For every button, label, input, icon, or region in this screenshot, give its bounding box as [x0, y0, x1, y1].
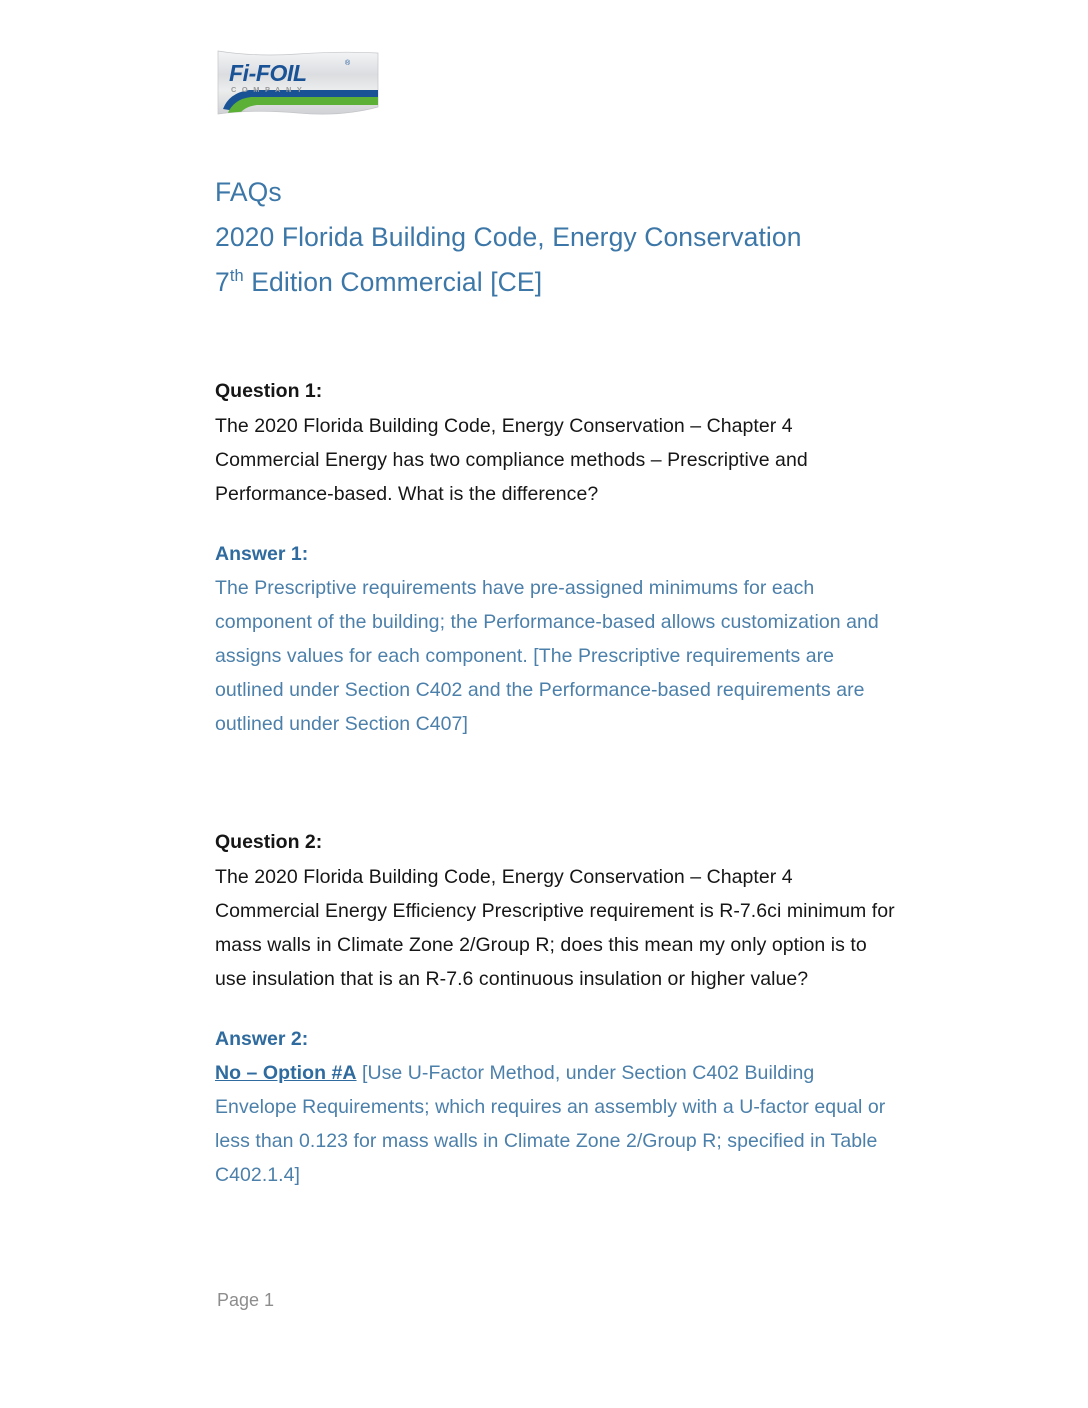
qa-block-2 — [215, 829, 895, 1192]
question-1-label: Question 1: — [215, 380, 323, 402]
answer-1-body: The Prescriptive requirements have pre-assigned minimums for each component of the building; the Performance-based allows customization and assigns values for each component. [The Prescriptive requirements are outlined under Section C402 and the Performance-based requirements are outlined under Section C407] — [215, 577, 879, 735]
logo-graphic — [215, 47, 381, 119]
title-line-faqs: FAQs — [215, 177, 282, 207]
logo-brand-text: Fi-FOIL — [229, 60, 307, 86]
page-number-label: Page 1 — [217, 1290, 275, 1310]
answer-2-emphasis: No – Option #A — [215, 1062, 357, 1084]
answer-2-label: Answer 2: — [215, 1028, 309, 1050]
answer-1-text — [215, 571, 895, 741]
page-title — [215, 170, 895, 305]
title-edition-suffix-sup: th — [229, 267, 244, 286]
answer-2-body: [Use U-Factor Method, under Section C402 Building Envelope Requirements; which requires an assembly with a U-factor equal or less than 0.123 for mass walls in Climate Zone 2/Group R; specified in Table C402.1.4] — [215, 1062, 886, 1186]
answer-1-label: Answer 1: — [215, 543, 309, 565]
title-line-edition — [215, 260, 895, 305]
fi-foil-company-logo — [215, 47, 381, 119]
title-line-code: 2020 Florida Building Code, Energy Conservation — [215, 222, 802, 252]
logo-trademark: ® — [345, 60, 351, 67]
question-2-text: The 2020 Florida Building Code, Energy Conservation – Chapter 4 Commercial Energy Efficiency Prescriptive requirement is R-7.6ci minimum for mass walls in Climate Zone 2/Group R; does this mean my only option is to use insulation that is an R-7.6 continuous insulation or higher value? — [215, 866, 895, 990]
question-1-text: The 2020 Florida Building Code, Energy Conservation – Chapter 4 Commercial Energy has two compliance methods – Prescriptive and Performance-based. What is the difference? — [215, 415, 808, 505]
document-content — [215, 170, 895, 1192]
question-2-label: Question 2: — [215, 831, 323, 853]
logo-sub-text: COMPANY — [231, 85, 308, 94]
title-edition-number: 7 — [215, 267, 230, 297]
qa-block-1 — [215, 378, 895, 741]
page-footer — [217, 1288, 274, 1312]
answer-2-text — [215, 1056, 895, 1192]
title-edition-rest: Edition Commercial [CE] — [243, 267, 543, 297]
